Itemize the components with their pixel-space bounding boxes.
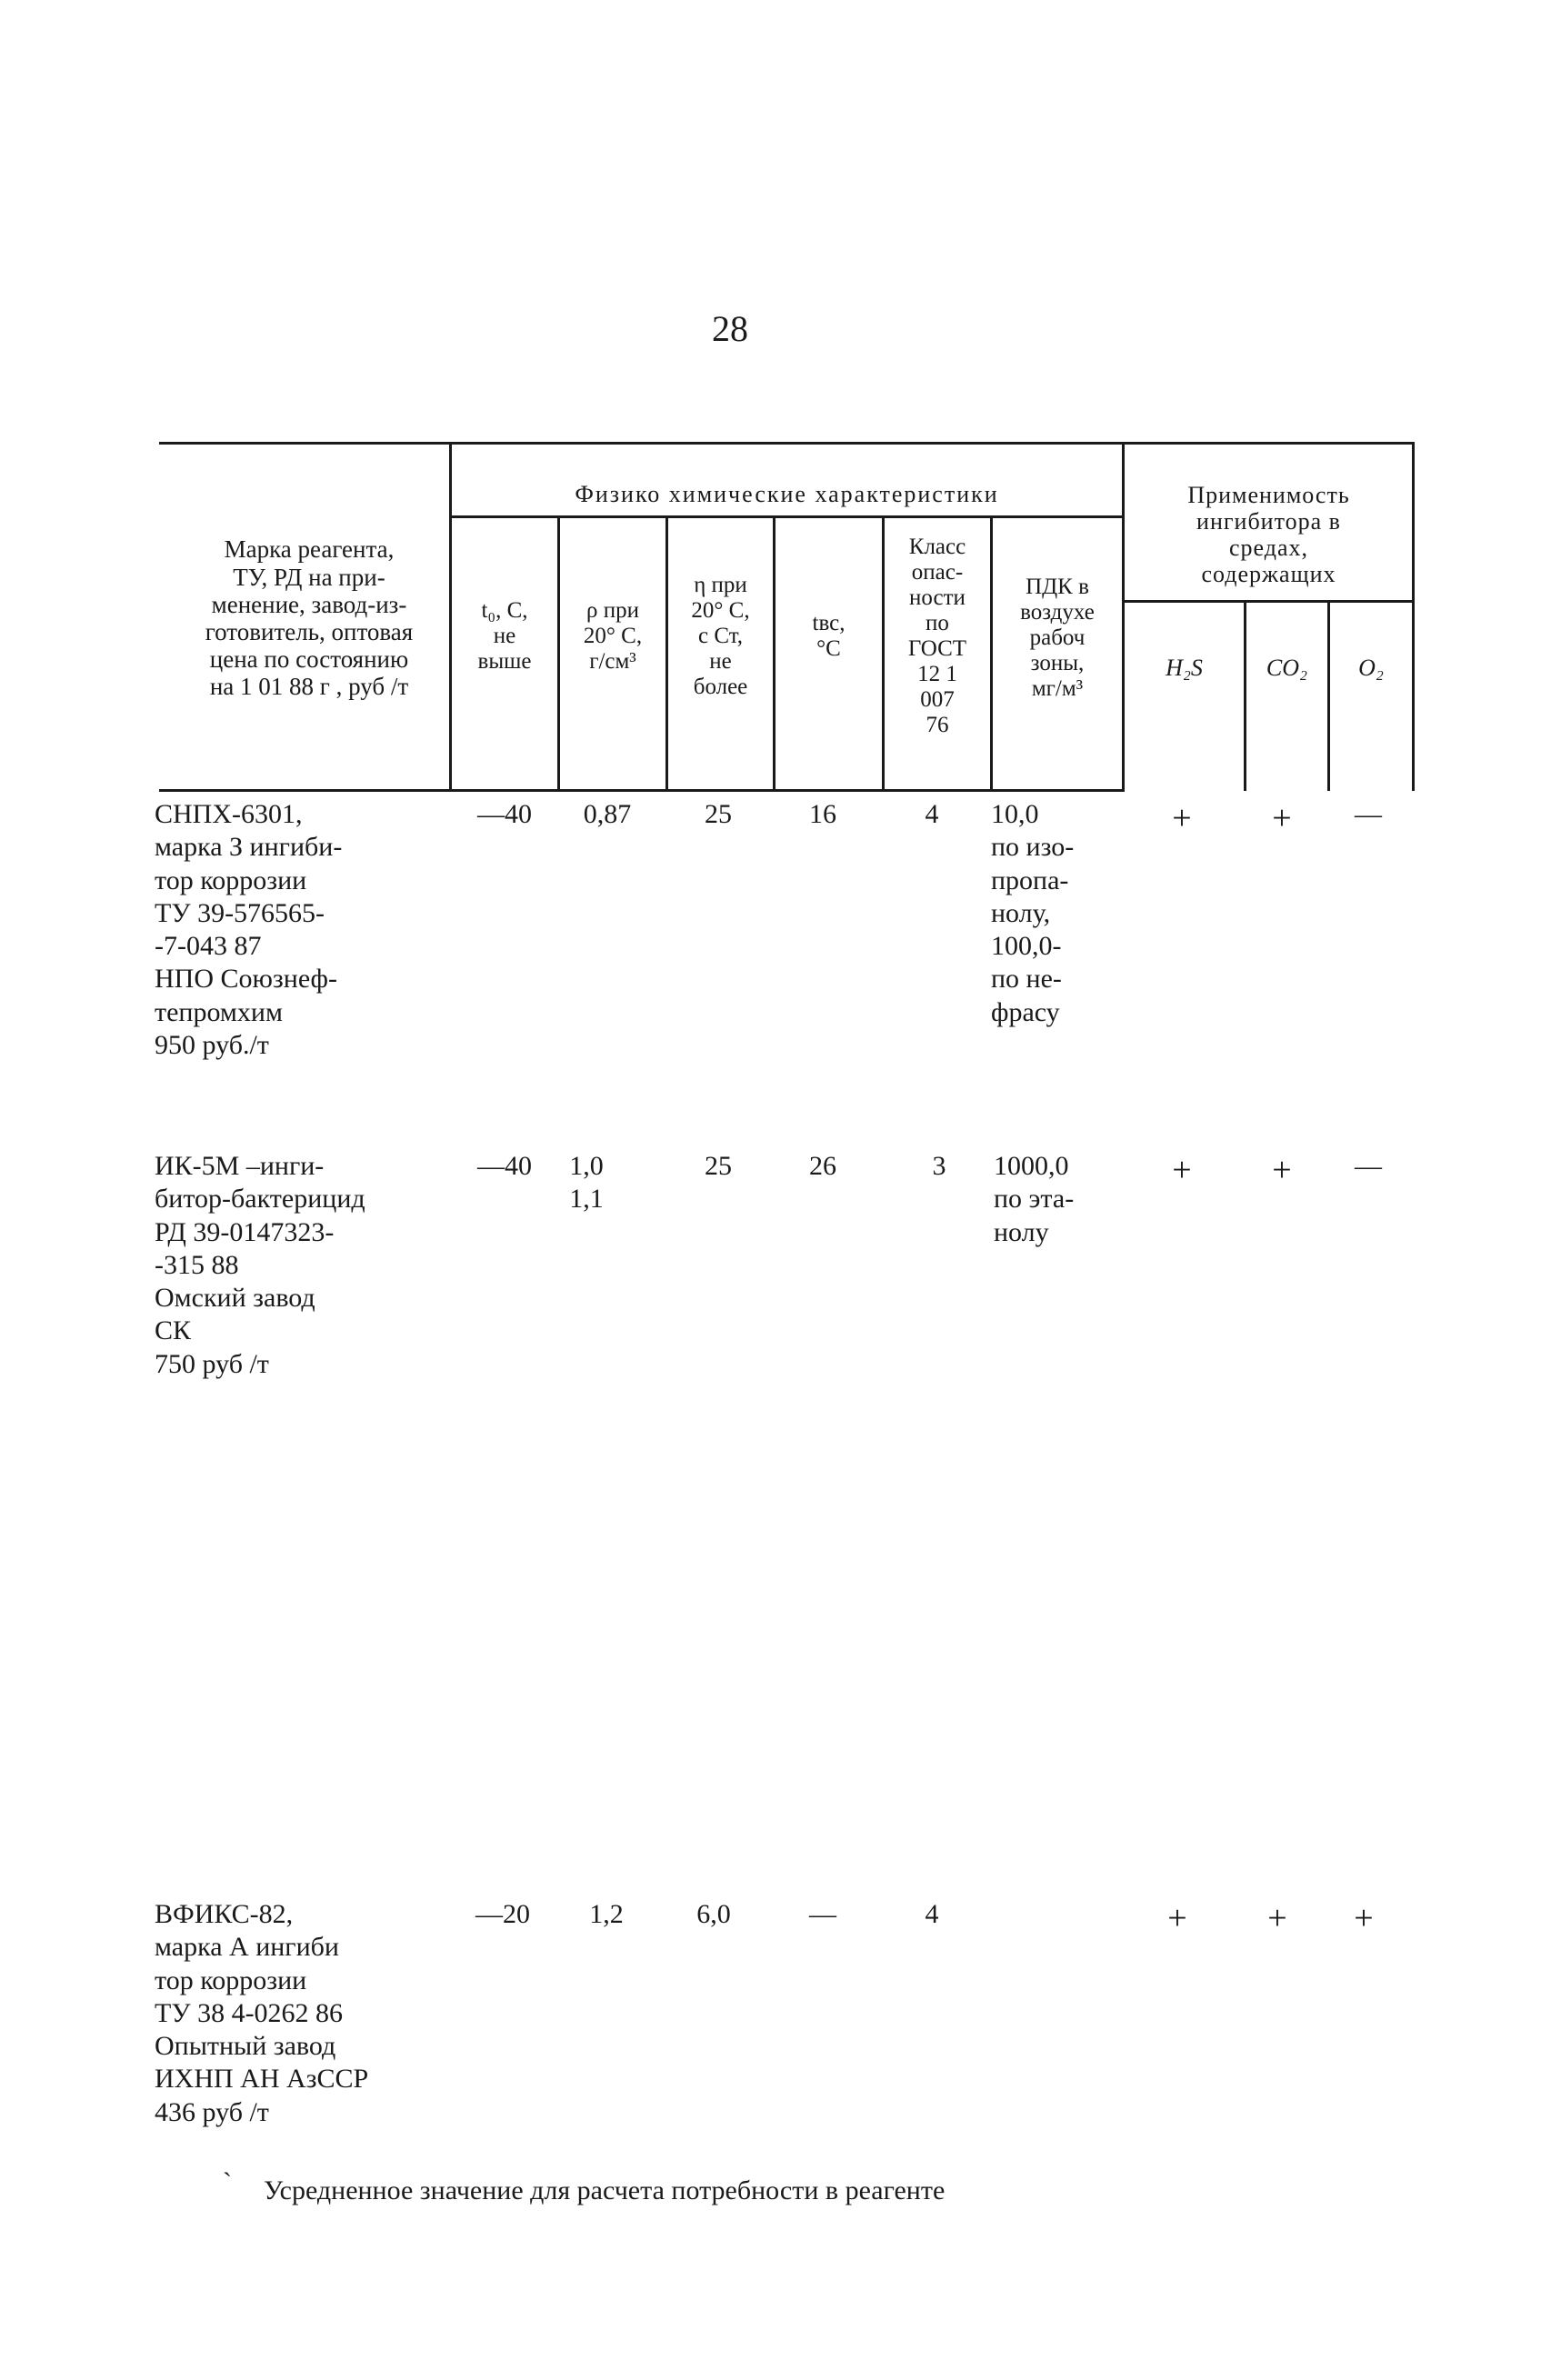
reagent-name-cell: СНПХ-6301, марка З ингиби- тор коррозии ТУ 39-576565- -7-043 87 НПО Союзнеф- тепромхим 950 руб./т xyxy=(155,799,343,1061)
header-tvc-column: tвс, °С xyxy=(812,611,846,661)
header-o2-column: O₂ xyxy=(1358,655,1384,682)
header-eta-column: η при 20° С, с Ст, не более xyxy=(691,573,750,699)
h2s-cell: + xyxy=(1172,799,1192,837)
rho-cell: 1,0 1,1 xyxy=(569,1151,604,1215)
pdk-cell: 10,0 по изо- пропа- нолу, 100,0- по не- фрасу xyxy=(991,799,1075,1027)
table-top-rule xyxy=(159,442,450,445)
applicability-group-rule xyxy=(1125,600,1415,603)
header-physchem-group: Физико химические характеристики xyxy=(575,481,999,508)
tvc-cell: — xyxy=(809,1899,836,1929)
tvc-cell: 16 xyxy=(809,799,836,829)
reagent-name-cell: ИК-5М –инги- битор-бактерицид РД 39-0147323- -315 88 Омский завод СК 750 руб /т xyxy=(155,1151,365,1379)
tvc-cell: 26 xyxy=(809,1151,836,1181)
co2-cell: + xyxy=(1267,1899,1287,1937)
header-applicability-group: Применимость ингибитора в средах, содержащих xyxy=(1187,481,1350,588)
h2s-cell: + xyxy=(1172,1151,1192,1189)
eta-cell: 25 xyxy=(705,1151,732,1181)
header-h2s-column: H₂S xyxy=(1166,655,1203,682)
header-name-column: Марка реагента, ТУ, РД на при- менение, завод-из- готовитель, оптовая цена по состоянию на 1 01 88 г , руб /т xyxy=(205,535,414,701)
t-cell: —40 xyxy=(477,1151,532,1181)
o2-cell: + xyxy=(1354,1899,1374,1937)
hazard-class-cell: 4 xyxy=(925,1899,939,1929)
page-number: 28 xyxy=(712,308,748,349)
t-cell: —20 xyxy=(475,1899,530,1929)
header-pdk-column: ПДК в воздухе рабоч зоны, мг/м³ xyxy=(1020,575,1095,701)
t-cell: —40 xyxy=(477,799,532,829)
h2s-cell: + xyxy=(1167,1899,1187,1937)
col-divider-7 xyxy=(1122,442,1125,791)
table-right-edge xyxy=(1412,442,1415,791)
footnote-mark: ` xyxy=(223,2167,232,2197)
footnote: Усредненное значение для расчета потребности в реагенте xyxy=(264,2175,946,2205)
o2-cell: — xyxy=(1355,799,1382,829)
header-rho-column: ρ при 20° С, г/см³ xyxy=(583,598,643,674)
rho-cell: 1,2 xyxy=(589,1899,624,1929)
hazard-class-cell: 4 xyxy=(925,799,939,829)
header-hazard-class-column: Класс опас- ности по ГОСТ 12 1 007 76 xyxy=(907,534,967,737)
o2-cell: — xyxy=(1355,1151,1382,1181)
header-t-column: t₀, С, не выше xyxy=(477,598,532,674)
rho-cell: 0,87 xyxy=(583,799,632,829)
hazard-class-cell: 3 xyxy=(932,1151,946,1181)
pdk-cell: 1000,0 по эта- нолу xyxy=(994,1151,1075,1247)
table-top-rule-right xyxy=(449,442,1415,445)
header-co2-column: CO₂ xyxy=(1266,655,1308,682)
co2-cell: + xyxy=(1272,799,1292,837)
eta-cell: 6,0 xyxy=(696,1899,731,1929)
co2-cell: + xyxy=(1272,1151,1292,1189)
reagent-name-cell: ВФИКС-82, марка А ингиби тор коррозии ТУ 38 4-0262 86 Опытный завод ИХНП АН АзССР 436 руб /т xyxy=(155,1899,369,2127)
eta-cell: 25 xyxy=(705,799,732,829)
header-bottom-rule xyxy=(159,789,1125,792)
